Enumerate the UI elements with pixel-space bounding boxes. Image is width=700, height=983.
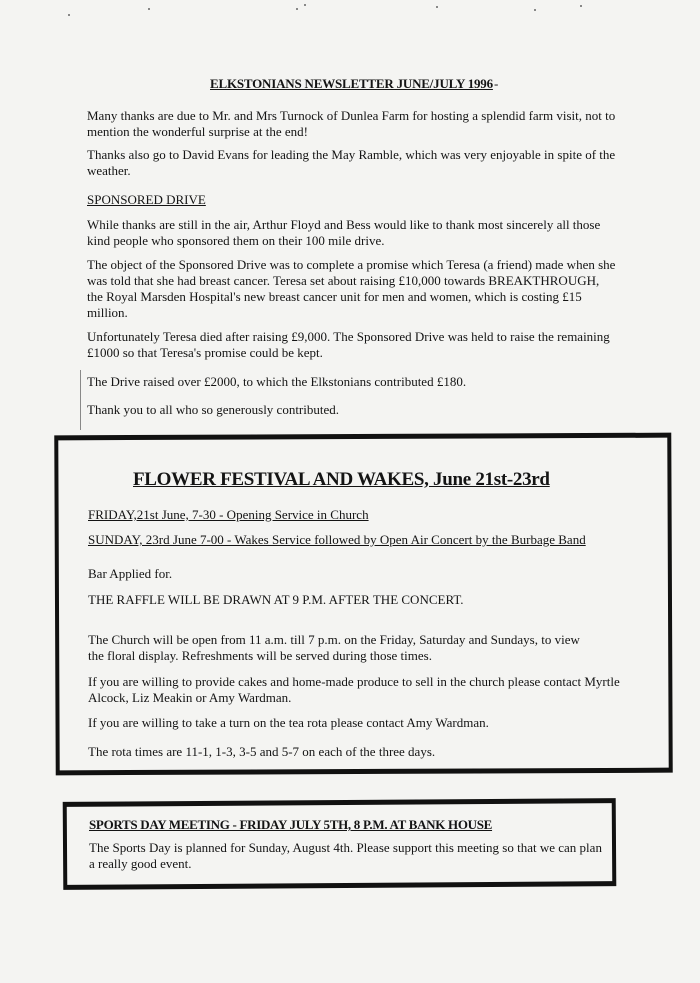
festival-cakes: If you are willing to provide cakes and home-made produce to sell in the church please contact Myrtle Alcock, Liz Meakin or Amy Wardman. (88, 674, 620, 705)
thanks-turnock-paragraph: Many thanks are due to Mr. and Mrs Turnock of Dunlea Farm for hosting a splendid farm visit, not to mention the wonderful surprise at the end! (87, 108, 616, 139)
festival-friday: FRIDAY,21st June, 7-30 - Opening Service in Church (88, 507, 369, 522)
festival-tea-rota: If you are willing to take a turn on the tea rota please contact Amy Wardman. (88, 715, 489, 730)
festival-church-open: The Church will be open from 11 a.m. till 7 p.m. on the Friday, Saturday and Sundays, to view the floral display. Refreshments will be served during those times. (88, 632, 580, 663)
festival-raffle: THE RAFFLE WILL BE DRAWN AT 9 P.M. AFTER THE CONCERT. (88, 592, 464, 607)
sports-body: The Sports Day is planned for Sunday, August 4th. Please support this meeting so that we can plan a really good event. (89, 840, 602, 871)
newsletter-title (210, 76, 493, 92)
festival-title: FLOWER FESTIVAL AND WAKES, June 21st-23rd (133, 469, 550, 490)
sports-title: SPORTS DAY MEETING - FRIDAY JULY 5TH, 8 P.M. AT BANK HOUSE (89, 817, 493, 832)
festival-rota-times: The rota times are 11-1, 1-3, 3-5 and 5-7 on each of the three days. (88, 744, 436, 759)
newsletter-title-text: ELKSTONIANS NEWSLETTER JUNE/JULY 1996 (210, 76, 493, 91)
festival-bar: Bar Applied for. (88, 566, 173, 581)
margin-line (80, 370, 81, 430)
sponsored-drive-heading: SPONSORED DRIVE (87, 192, 206, 207)
sponsored-drive-p5: Thank you to all who so generously contributed. (87, 402, 340, 417)
sponsored-drive-p4: The Drive raised over £2000, to which the Elkstonians contributed £180. (87, 374, 467, 389)
festival-sunday: SUNDAY, 23rd June 7-00 - Wakes Service followed by Open Air Concert by the Burbage Band (88, 532, 586, 547)
title-mark: - (494, 76, 499, 91)
sponsored-drive-p1: While thanks are still in the air, Arthur Floyd and Bess would like to thank most sincerely all those kind people who sponsored them on their 100 mile drive. (87, 217, 601, 248)
thanks-evans-paragraph: Thanks also go to David Evans for leading the May Ramble, which was very enjoyable in spite of the weather. (87, 147, 616, 178)
sponsored-drive-p2: The object of the Sponsored Drive was to complete a promise which Teresa (a friend) made when she was told that she had breast cancer. Teresa set about raising £10,000 towards BREAKTHROUGH, the Royal Marsden Hospital's new breast cancer unit for men and women, which is costing £15 million. (87, 257, 616, 320)
sponsored-drive-p3: Unfortunately Teresa died after raising £9,000. The Sponsored Drive was held to raise the remaining £1000 so that Teresa's promise could be kept. (87, 329, 610, 360)
